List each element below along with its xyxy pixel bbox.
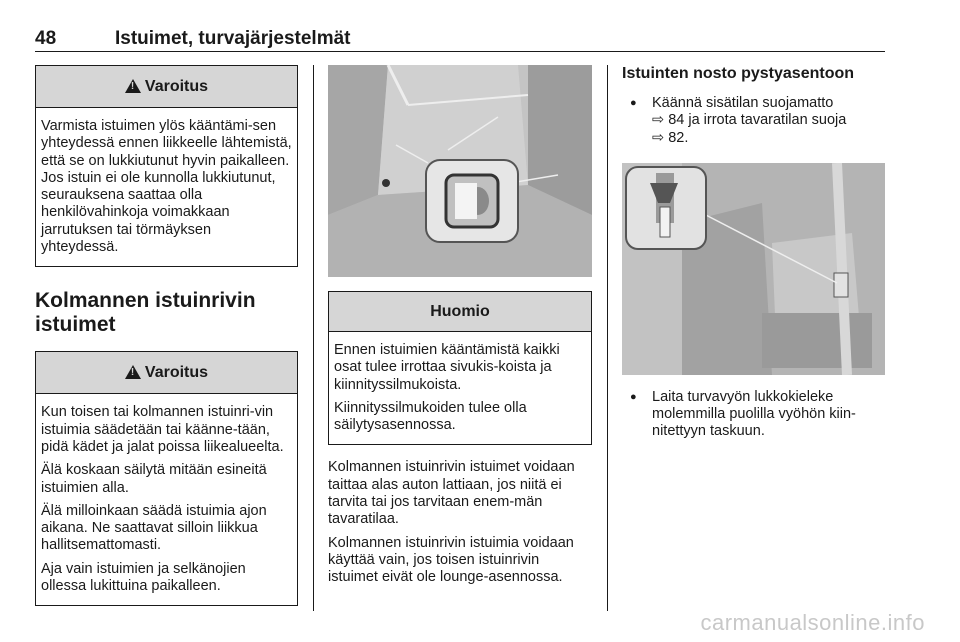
seatbelt-tongue-image bbox=[622, 163, 885, 375]
page-ref-arrow-icon: ⇨ bbox=[652, 112, 665, 129]
section-title: Kolmannen istuinrivin istuimet bbox=[35, 289, 256, 337]
body-text bbox=[328, 459, 592, 586]
page-header bbox=[35, 28, 885, 52]
bullet-item: ● Käännä sisätilan suojamatto ⇨ 84 ja irrota tavaratilan suoja ⇨ 82. bbox=[622, 95, 887, 147]
column-divider-2 bbox=[607, 65, 608, 611]
warning-body bbox=[36, 394, 297, 605]
warning-title: Varoitus bbox=[144, 363, 209, 381]
column-3 bbox=[622, 65, 887, 441]
warning-header bbox=[36, 66, 297, 108]
warning-paragraph: Kun toisen tai kolmannen istuinri-vin istuimia säädetään tai käänne-tään, pidä kädet ja jalat poissa liikealueelta. bbox=[41, 404, 284, 455]
column-2 bbox=[328, 65, 592, 593]
page-ref-arrow-icon: ⇨ bbox=[652, 129, 665, 146]
note-paragraph: Kiinnityssilmukoiden tulee olla säilytysasennossa. bbox=[334, 399, 527, 434]
warning-box-1 bbox=[35, 65, 298, 267]
note-title: Huomio bbox=[430, 302, 490, 320]
column-1 bbox=[35, 65, 298, 606]
page-reference: 84 bbox=[668, 112, 685, 129]
warning-icon bbox=[125, 365, 141, 379]
warning-box-2 bbox=[35, 351, 298, 606]
column-divider-1 bbox=[313, 65, 314, 611]
note-header bbox=[329, 292, 591, 332]
note-box bbox=[328, 291, 592, 445]
warning-paragraph: Älä milloinkaan säädä istuimia ajon aikana. Ne saattavat silloin liikkua hallitsemattomasti. bbox=[41, 502, 267, 554]
warning-body bbox=[36, 108, 297, 266]
warning-text: Varmista istuimen ylös kääntämi-sen yhteydessä ennen liikkeelle lähtemistä, että se on lukkiutunut hyvin paikalleen. Jos istuin ei ole kunnolla lukkiutunut, seurauksena saattaa olla henkilövahinkoja voimakkaan jarrutuksen tai törmäyksen yhteydessä. bbox=[41, 118, 292, 256]
warning-icon bbox=[125, 79, 141, 93]
page-number: 48 bbox=[35, 28, 57, 49]
warning-paragraph: Aja vain istuimien ja selkänojien ollessa lukittuina paikalleen. bbox=[41, 560, 246, 595]
chapter-title: Istuimet, turvajärjestelmät bbox=[115, 28, 351, 49]
page-reference: 82. bbox=[668, 129, 689, 146]
warning-title: Varoitus bbox=[144, 77, 209, 95]
subsection-title: Istuinten nosto pystyasentoon bbox=[622, 65, 855, 82]
note-paragraph: Ennen istuimien kääntämistä kaikki osat tulee irrottaa sivukis-koista ja kiinnityssilmukoista. bbox=[334, 342, 560, 393]
bullet-item: ● Laita turvavyön lukkokieleke molemmilla puolilla vyöhön kiin-nitettyyn taskuun. bbox=[622, 389, 887, 441]
warning-header bbox=[36, 352, 297, 394]
warning-paragraph: Älä koskaan säilytä mitään esineitä istuimien alla. bbox=[41, 462, 267, 496]
cargo-area-illustration bbox=[328, 65, 592, 277]
seatbelt-illustration bbox=[622, 163, 885, 375]
note-body bbox=[329, 332, 591, 444]
body-paragraph: Kolmannen istuinrivin istuimet voidaan taittaa alas auton lattiaan, jos niitä ei tarvita tai jos tarvitaan enem-män tavaratilaa. bbox=[328, 459, 575, 528]
body-paragraph: Kolmannen istuinrivin istuimia voidaan käyttää vain, jos toisen istuinrivin istuimet eivät ole lounge-asennossa. bbox=[328, 534, 574, 586]
watermark: carmanualsonline.info bbox=[700, 610, 925, 635]
cargo-seat-handle-image bbox=[328, 65, 592, 277]
